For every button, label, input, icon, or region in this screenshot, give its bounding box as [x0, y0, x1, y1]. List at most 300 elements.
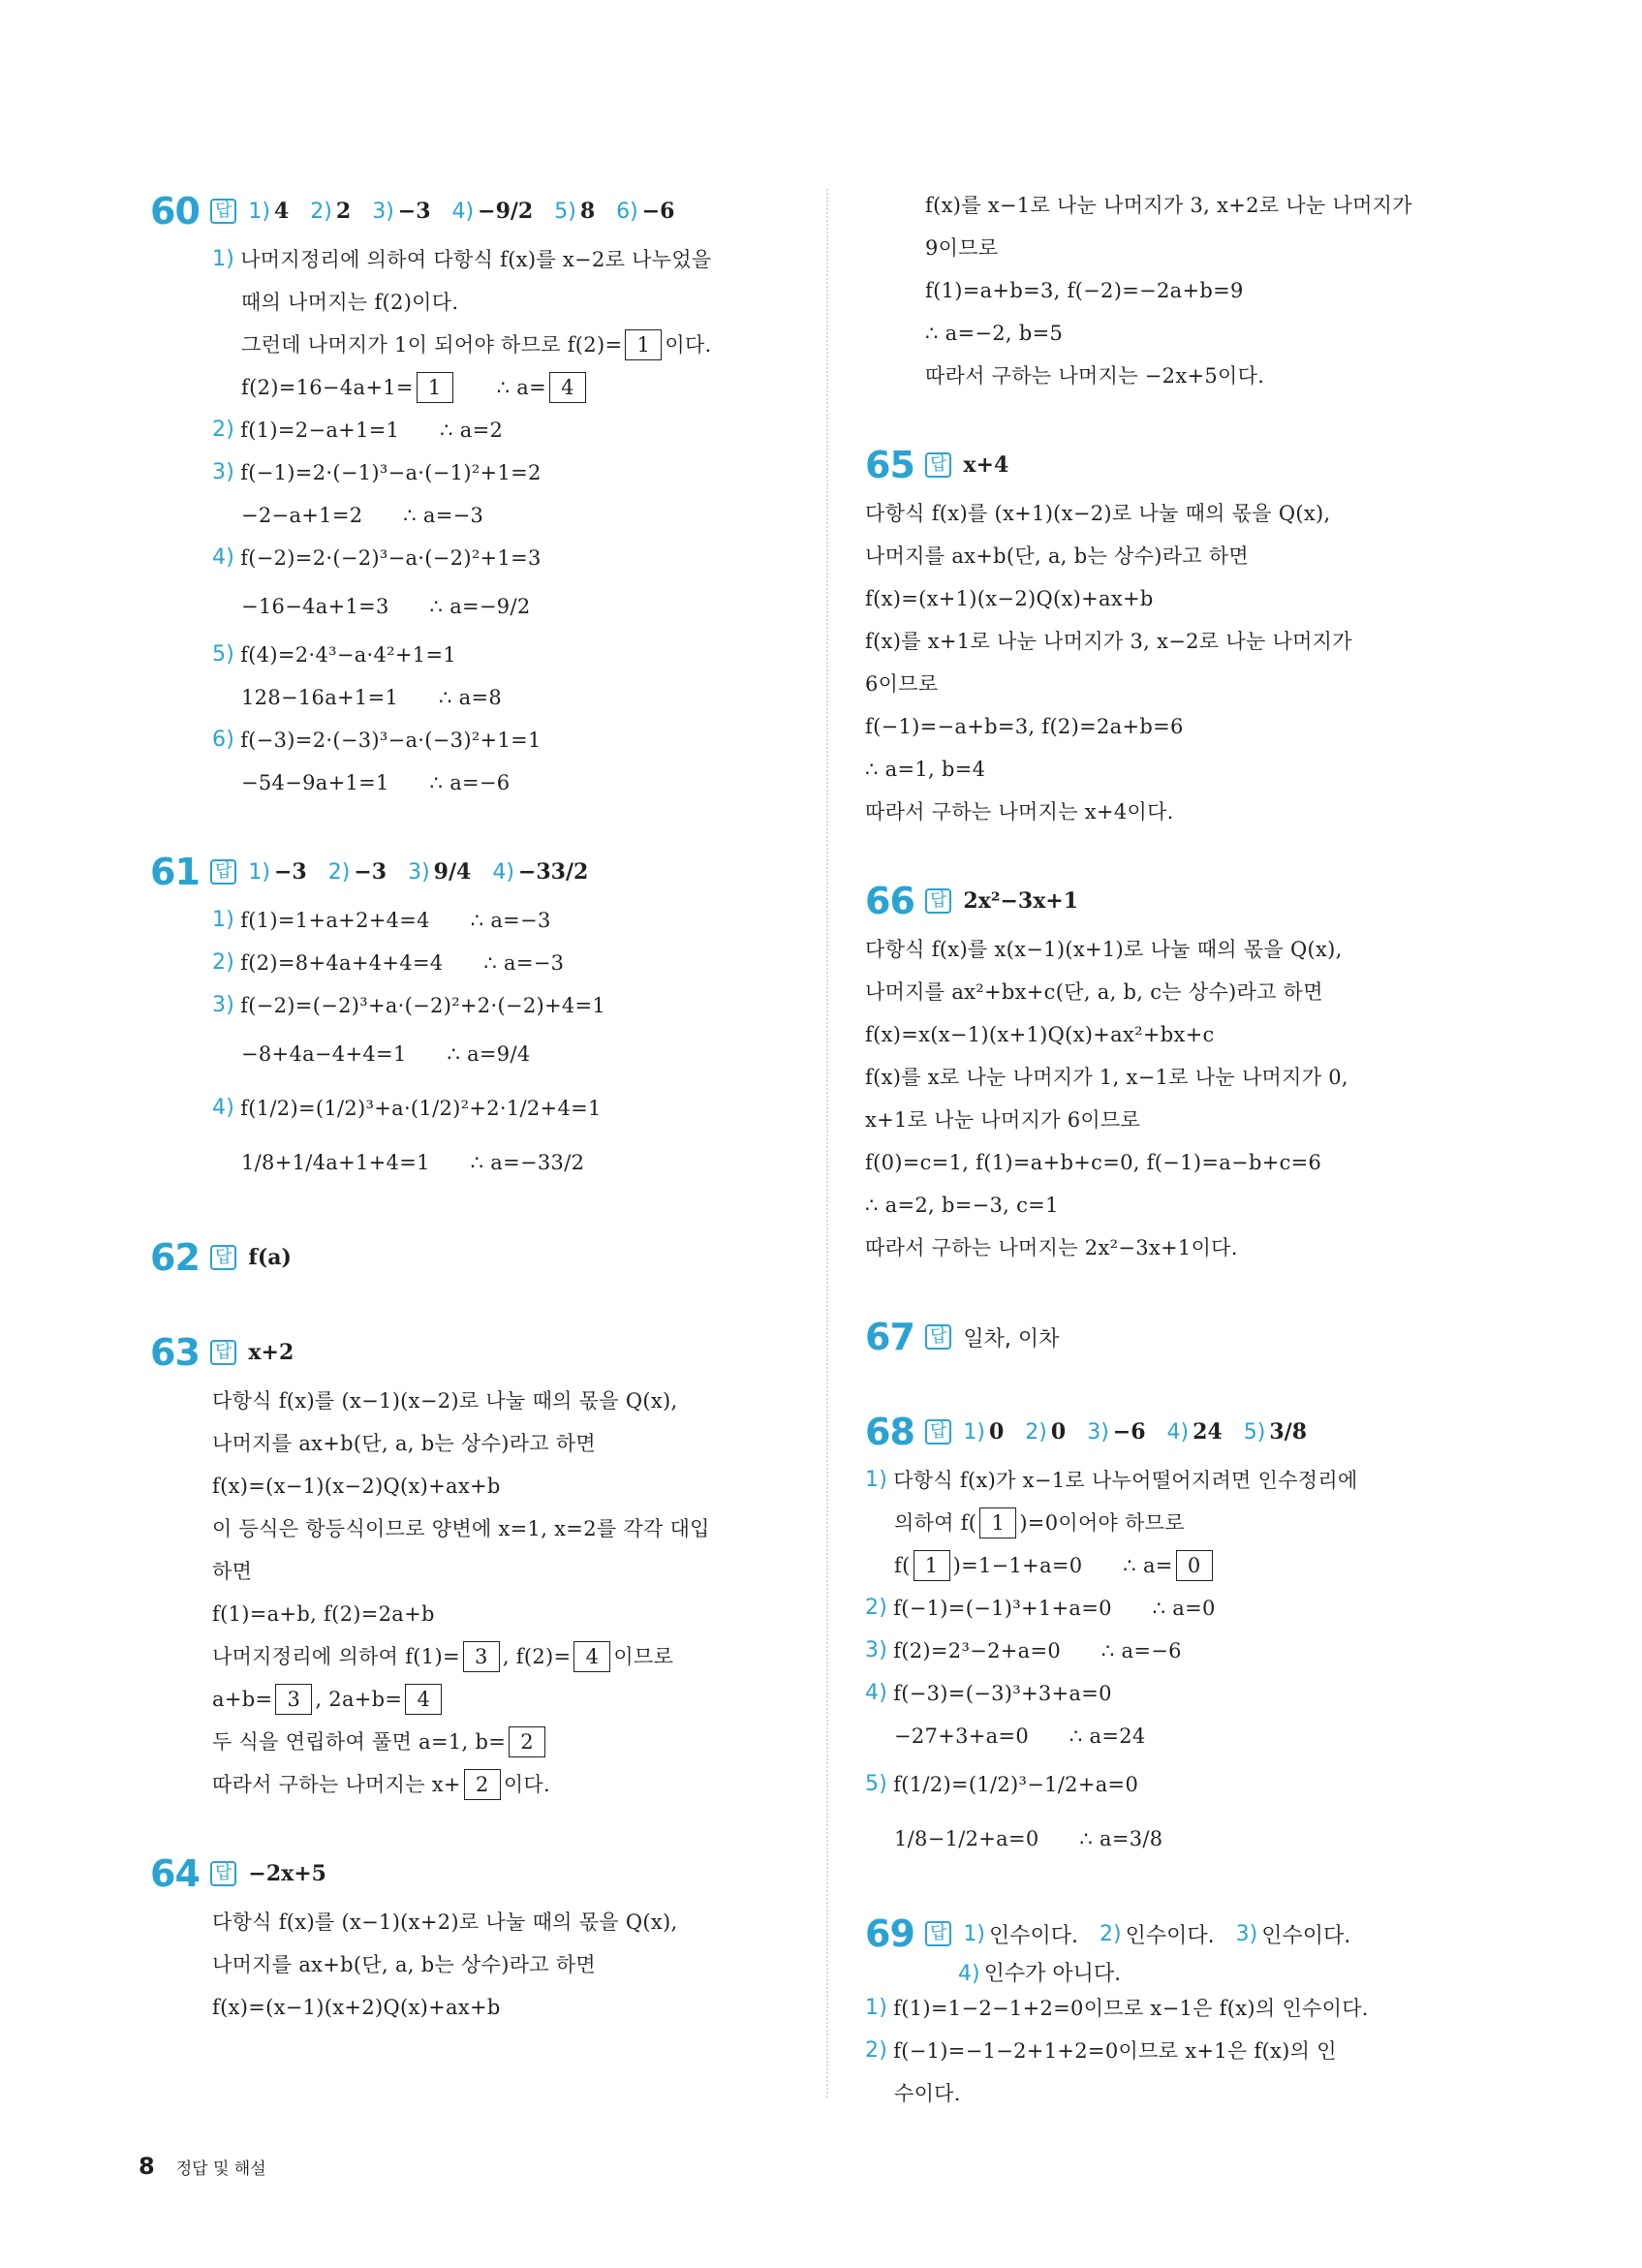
solution-body: [150, 238, 809, 804]
solution-line: [212, 1986, 809, 2029]
answer-badge: 답: [925, 888, 951, 914]
solution-line: [865, 1502, 1506, 1544]
sub-number: 3): [865, 1638, 888, 1662]
answer-value: −33/2: [517, 859, 589, 885]
problem-64: [150, 1847, 809, 2029]
problem-header: [865, 1907, 1506, 1961]
answer-value: x+2: [248, 1340, 294, 1365]
sub-number: 5): [865, 1772, 888, 1796]
problem-number: 63: [150, 1331, 200, 1374]
sub-number: 2): [212, 418, 235, 442]
solution-text: 이다.: [665, 333, 712, 357]
solution-line: [865, 2030, 1506, 2072]
problem-64-continued: [925, 184, 1506, 397]
answer-value: 인수가 아니다.: [983, 1962, 1122, 1986]
solution-line: [865, 1987, 1506, 2030]
blank-box: 1: [979, 1507, 1016, 1538]
solution-text: f(−1)=−1−2+1+2=0이므로 x+1은 f(x)의 인: [893, 2039, 1337, 2063]
solution-text: ∴ a=: [455, 376, 546, 399]
solution-text: f(1/2)=(1/2)³−1/2+a=0: [893, 1773, 1139, 1796]
solution-text: f(4)=2·4³−a·4²+1=1: [240, 643, 457, 667]
solution-text: )=1−1+a=0 ∴ a=: [952, 1554, 1173, 1577]
solution-line: [865, 620, 1506, 663]
sub-number: 4): [212, 545, 235, 570]
answer-item: [963, 888, 1078, 914]
solution-text: f(1)=a+b=3, f(−2)=−2a+b=9: [925, 279, 1244, 302]
answer-value: −3: [397, 199, 431, 224]
answer-item: [328, 859, 387, 885]
answer-text: 일차, 이차: [963, 1326, 1060, 1351]
answer-item: [310, 199, 351, 224]
answer-value: −3: [354, 859, 387, 885]
solution-text: f(1)=a+b, f(2)=2a+b: [212, 1602, 435, 1626]
answer-item: [1100, 1919, 1215, 1949]
answer-item: [616, 199, 674, 224]
solution-text: ∴ a=2, b=−3, c=1: [865, 1194, 1059, 1217]
solution-line: [865, 663, 1506, 705]
answer-label: 3): [1235, 1921, 1258, 1946]
sub-number: 3): [212, 460, 235, 484]
solution-line: [212, 1678, 809, 1721]
solution-line: [212, 1721, 809, 1763]
answer-label: 4): [451, 199, 475, 224]
problem-number: 69: [865, 1912, 914, 1955]
solution-text: 나머지정리에 의하여 다항식 f(x)를 x−2로 나누었을: [240, 248, 712, 271]
answer-list: [248, 1340, 315, 1365]
page-footer: [139, 2153, 266, 2180]
solution-text: f(1)=2−a+1=1 ∴ a=2: [240, 419, 504, 442]
solution-line: [925, 312, 1506, 355]
solution-line: [212, 238, 809, 281]
answer-item: [248, 1861, 326, 1886]
solution-text: 다항식 f(x)를 (x−1)(x−2)로 나눌 때의 몫을 Q(x),: [212, 1389, 678, 1413]
answer-list: [248, 859, 609, 885]
problem-68: [865, 1405, 1506, 1866]
solution-body: [150, 1380, 809, 1806]
solution-text: ∴ a=−2, b=5: [925, 322, 1064, 345]
problem-number: 68: [865, 1411, 914, 1453]
answer-list: [248, 199, 696, 224]
blank-box: 2: [509, 1726, 545, 1757]
solution-line: [865, 577, 1506, 620]
problem-header: [150, 184, 809, 238]
solution-text: 따라서 구하는 나머지는 x+4이다.: [865, 800, 1174, 823]
column-divider: [826, 189, 828, 2097]
answer-list: [963, 1419, 1328, 1445]
answer-item: [248, 1245, 292, 1270]
answer-badge: 답: [925, 1921, 951, 1946]
solution-line: [212, 1422, 809, 1465]
solution-text: 나머지를 ax²+bx+c(단, a, b, c는 상수)라고 하면: [865, 980, 1323, 1004]
solution-text: f(−3)=2·(−3)³−a·(−3)²+1=1: [240, 729, 542, 752]
sub-number: 6): [212, 728, 235, 752]
solution-line: [212, 1901, 809, 1943]
solution-text: f(1)=1+a+2+4=4 ∴ a=−3: [240, 909, 551, 932]
answer-item: [1087, 1419, 1145, 1445]
solution-line: [865, 1672, 1506, 1715]
answer-value: 2: [335, 199, 352, 224]
solution-text: 이다.: [503, 1773, 550, 1796]
solution-line: [865, 1227, 1506, 1269]
solution-text: −16−4a+1=3 ∴ a=−9/2: [241, 595, 531, 618]
solution-line: [865, 748, 1506, 791]
answer-list: [963, 888, 1100, 914]
solution-line: [925, 184, 1506, 227]
solution-line: [212, 409, 809, 451]
section-title: 정답 및 해설: [175, 2159, 266, 2179]
solution-text: f(2)=16−4a+1=: [241, 376, 414, 399]
solution-line: [212, 1135, 809, 1190]
solution-line: [212, 1380, 809, 1422]
solution-line: [212, 1763, 809, 1806]
solution-text: 수이다.: [894, 2082, 961, 2105]
problem-header: [865, 1310, 1506, 1364]
left-column: [150, 184, 809, 2069]
solution-line: [865, 1184, 1506, 1227]
answer-list: [963, 1919, 1372, 1949]
answer-badge: 답: [210, 859, 236, 885]
answer-label: 2): [1100, 1921, 1122, 1946]
solution-line: [865, 1141, 1506, 1184]
solution-text: 따라서 구하는 나머지는 2x²−3x+1이다.: [865, 1236, 1238, 1259]
solution-line: [865, 1099, 1506, 1141]
solution-text: 때의 나머지는 f(2)이다.: [241, 291, 459, 314]
blank-box: 4: [573, 1641, 610, 1672]
solution-line: [865, 705, 1506, 748]
solution-text: 나머지를 ax+b(단, a, b는 상수)라고 하면: [865, 544, 1250, 568]
solution-text: , f(2)=: [502, 1645, 572, 1668]
solution-line: [212, 537, 809, 579]
sub-number: 1): [865, 1996, 888, 2020]
answer-value: −9/2: [478, 199, 534, 224]
answer-value: −6: [641, 199, 675, 224]
answer-value: 0: [988, 1419, 1005, 1445]
solution-line: [925, 269, 1506, 312]
answer-value: 2x²−3x+1: [963, 888, 1079, 914]
solution-text: 1/8−1/2+a=0 ∴ a=3/8: [894, 1827, 1163, 1850]
solution-line: [865, 492, 1506, 535]
sub-number: 4): [865, 1681, 888, 1705]
problem-65: [865, 438, 1506, 833]
answer-badge: 답: [210, 1861, 236, 1886]
solution-text: ∴ a=1, b=4: [865, 758, 986, 781]
problem-66: [865, 874, 1506, 1269]
problem-number: 62: [150, 1236, 200, 1279]
solution-text: 그런데 나머지가 1이 되어야 하므로 f(2)=: [241, 333, 623, 357]
solution-line: [212, 451, 809, 494]
solution-text: f(x)=(x−1)(x+2)Q(x)+ax+b: [212, 1996, 501, 2019]
solution-text: f(−3)=(−3)³+3+a=0: [893, 1682, 1112, 1705]
answer-label: 2): [310, 199, 332, 224]
solution-text: 나머지정리에 의하여 f(1)=: [212, 1645, 460, 1668]
answer-list: [248, 1245, 313, 1270]
problem-60: [150, 184, 809, 804]
solution-line: [865, 1757, 1506, 1812]
solution-line: [212, 1635, 809, 1678]
problem-number: 65: [865, 444, 914, 486]
answer-item: [492, 859, 588, 885]
problem-number: 64: [150, 1852, 200, 1895]
problem-header: [150, 1847, 809, 1901]
solution-text: 나머지를 ax+b(단, a, b는 상수)라고 하면: [212, 1953, 597, 1976]
answer-value: −2x+5: [248, 1861, 326, 1886]
solution-text: 다항식 f(x)를 (x−1)(x+2)로 나눌 때의 몫을 Q(x),: [212, 1911, 678, 1934]
blank-box: 1: [625, 329, 662, 360]
problem-62: [150, 1230, 809, 1285]
problem-number: 67: [865, 1316, 914, 1358]
solution-text: f(x)를 x−1로 나눈 나머지가 3, x+2로 나눈 나머지가: [925, 194, 1412, 217]
answer-badge: 답: [210, 1245, 236, 1270]
solution-text: f(−1)=(−1)³+1+a=0 ∴ a=0: [893, 1597, 1216, 1620]
blank-box: 4: [549, 372, 586, 403]
answer-list: [963, 452, 1030, 478]
answer-label: 4): [958, 1962, 980, 1986]
answer-label: 2): [327, 859, 351, 885]
solution-text: f(0)=c=1, f(1)=a+b+c=0, f(−1)=a−b+c=6: [865, 1151, 1322, 1174]
problem-header: [150, 1230, 809, 1285]
solution-text: 의하여 f(: [894, 1511, 977, 1535]
solution-text: 두 식을 연립하여 풀면 a=1, b=: [212, 1730, 507, 1754]
answer-item: [1244, 1419, 1307, 1445]
page-number: 8: [139, 2153, 155, 2180]
solution-text: f(: [894, 1554, 911, 1577]
answer-label: 3): [408, 859, 430, 885]
solution-text: 따라서 구하는 나머지는 −2x+5이다.: [925, 364, 1265, 388]
solution-line: [212, 1943, 809, 1986]
solution-text: 다항식 f(x)를 x(x−1)(x+1)로 나눌 때의 몫을 Q(x),: [865, 938, 1343, 961]
solution-text: 이므로: [613, 1645, 674, 1668]
solution-line: [212, 1027, 809, 1081]
solution-line: [212, 579, 809, 634]
answer-badge: 답: [925, 1324, 951, 1350]
solution-text: f(2)=8+4a+4+4=4 ∴ a=−3: [240, 951, 565, 975]
problem-number: 60: [150, 190, 200, 233]
answer-item: [248, 1340, 294, 1365]
solution-line: [212, 761, 809, 804]
solution-body: [865, 1987, 1506, 2115]
sub-number: 2): [212, 950, 235, 975]
answer-value: 인수이다.: [1125, 1923, 1215, 1948]
solution-text: x+1로 나눈 나머지가 6이므로: [865, 1108, 1141, 1132]
answer-label: 5): [554, 199, 576, 224]
solution-line: [212, 1081, 809, 1135]
answer-label: 4): [1166, 1419, 1190, 1445]
answer-label: 6): [616, 199, 638, 224]
answer-badge: 답: [925, 1419, 951, 1445]
solution-text: 나머지를 ax+b(단, a, b는 상수)라고 하면: [212, 1432, 597, 1455]
blank-box: 4: [405, 1684, 442, 1715]
answer-item: [372, 199, 430, 224]
solution-line: [865, 1630, 1506, 1672]
solution-line: [212, 281, 809, 324]
solution-line: [925, 355, 1506, 397]
blank-box: 3: [275, 1684, 312, 1715]
sub-number: 1): [212, 908, 235, 932]
problem-header: [865, 438, 1506, 492]
answer-label: 3): [372, 199, 394, 224]
solution-line: [925, 227, 1506, 269]
sub-number: 3): [212, 993, 235, 1017]
solution-line: [865, 1056, 1506, 1099]
solution-text: 다항식 f(x)가 x−1로 나누어떨어지려면 인수정리에: [893, 1469, 1358, 1492]
solution-line: [865, 1812, 1506, 1866]
answer-item: [248, 859, 306, 885]
solution-text: 9이므로: [925, 236, 999, 260]
solution-text: f(1/2)=(1/2)³+a·(1/2)²+2·1/2+4=1: [240, 1097, 602, 1120]
solution-line: [865, 971, 1506, 1013]
answer-value: −3: [273, 859, 307, 885]
answer-item: [963, 1919, 1078, 1949]
answer-item: [408, 859, 471, 885]
solution-line: [865, 1715, 1506, 1757]
solution-text: −2−a+1=2 ∴ a=−3: [241, 504, 484, 527]
problem-number: 66: [865, 880, 914, 922]
problem-header: [150, 845, 809, 899]
answer-list: [248, 1861, 348, 1886]
solution-text: 1/8+1/4a+1+4=1 ∴ a=−33/2: [241, 1151, 585, 1174]
answer-label: 3): [1087, 1419, 1109, 1445]
blank-box: 1: [914, 1550, 950, 1581]
answer-badge: 답: [210, 1340, 236, 1365]
solution-line: [212, 1507, 809, 1550]
solution-line: [212, 366, 809, 409]
solution-text: f(x)=(x+1)(x−2)Q(x)+ax+b: [865, 587, 1154, 610]
solution-text: f(−1)=2·(−1)³−a·(−1)²+1=2: [240, 461, 542, 484]
solution-line: [865, 535, 1506, 577]
solution-text: 6이므로: [865, 672, 939, 696]
solution-line: [865, 928, 1506, 971]
answer-label: 1): [963, 1921, 985, 1946]
answer-value: f(a): [248, 1245, 292, 1270]
solution-text: f(1)=1−2−1+2=0이므로 x−1은 f(x)의 인수이다.: [893, 1997, 1369, 2020]
solution-text: f(−1)=−a+b=3, f(2)=2a+b=6: [865, 715, 1184, 738]
solution-body: [925, 184, 1506, 397]
solution-text: −8+4a−4+4=1 ∴ a=9/4: [241, 1042, 531, 1066]
solution-line: [865, 1587, 1506, 1630]
answer-value: 인수이다.: [988, 1923, 1078, 1948]
solution-text: f(2)=2³−2+a=0 ∴ a=−6: [893, 1639, 1182, 1662]
right-column: [865, 184, 1506, 2156]
solution-text: f(x)=x(x−1)(x+1)Q(x)+ax²+bx+c: [865, 1023, 1215, 1046]
answer-badge: 답: [210, 199, 236, 224]
solution-line: [212, 1550, 809, 1593]
solution-text: f(−2)=(−2)³+a·(−2)²+2·(−2)+4=1: [240, 994, 606, 1017]
answer-label: 5): [1243, 1419, 1266, 1445]
problem-63: [150, 1325, 809, 1806]
blank-box: 2: [464, 1769, 501, 1800]
answer-item: [248, 199, 289, 224]
answer-label: 2): [1025, 1419, 1047, 1445]
solution-text: a+b=: [212, 1688, 273, 1711]
solution-body: [150, 1901, 809, 2029]
answer-list-cont: [865, 1957, 1506, 1987]
answer-item: [1167, 1419, 1223, 1445]
solution-line: [865, 791, 1506, 833]
sub-number: 2): [865, 2038, 888, 2063]
solution-text: −54−9a+1=1 ∴ a=−6: [241, 771, 511, 794]
answer-label: 1): [963, 1419, 985, 1445]
answer-item: [452, 199, 534, 224]
solution-line: [212, 899, 809, 942]
sub-number: 4): [212, 1096, 235, 1120]
answer-value: 3/8: [1269, 1419, 1308, 1445]
solution-text: f(x)=(x−1)(x−2)Q(x)+ax+b: [212, 1475, 501, 1498]
solution-body: [865, 928, 1506, 1269]
sub-number: 1): [212, 247, 235, 271]
solution-text: f(x)를 x로 나눈 나머지가 1, x−1로 나눈 나머지가 0,: [865, 1066, 1348, 1089]
solution-text: 하면: [212, 1560, 253, 1583]
problem-69: [865, 1907, 1506, 2115]
solution-line: [212, 676, 809, 719]
answer-value: 24: [1193, 1419, 1223, 1445]
problem-header: [150, 1325, 809, 1380]
solution-line: [865, 2072, 1506, 2115]
solution-line: [865, 1459, 1506, 1502]
answer-item: [554, 199, 595, 224]
solution-line: [212, 984, 809, 1027]
answer-item: [963, 1419, 1004, 1445]
blank-box: 0: [1176, 1550, 1213, 1581]
problem-header: [865, 1405, 1506, 1459]
answer-item: [963, 452, 1008, 478]
solution-body: [150, 899, 809, 1190]
problem-number: 61: [150, 851, 200, 893]
solution-text: 다항식 f(x)를 (x+1)(x−2)로 나눌 때의 몫을 Q(x),: [865, 502, 1331, 525]
solution-line: [212, 494, 809, 537]
problem-67: [865, 1310, 1506, 1364]
solution-line: [212, 634, 809, 676]
answer-value: 9/4: [433, 859, 472, 885]
solution-text: 이 등식은 항등식이므로 양변에 x=1, x=2를 각각 대입: [212, 1517, 710, 1540]
answer-value: 0: [1050, 1419, 1067, 1445]
solution-line: [212, 1593, 809, 1635]
answer-label: 4): [492, 859, 514, 885]
sub-number: 2): [865, 1596, 888, 1620]
sub-number: 1): [865, 1468, 888, 1492]
answer-item: [1236, 1919, 1351, 1949]
solution-text: )=0이어야 하므로: [1019, 1511, 1185, 1535]
solution-line: [865, 1544, 1506, 1587]
answer-label: 1): [248, 199, 270, 224]
solution-body: [865, 1459, 1506, 1866]
solution-body: [865, 492, 1506, 833]
answer-list: [963, 1322, 1059, 1352]
answer-value: −6: [1112, 1419, 1146, 1445]
solution-text: f(x)를 x+1로 나눈 나머지가 3, x−2로 나눈 나머지가: [865, 630, 1352, 653]
solution-text: f(−2)=2·(−2)³−a·(−2)²+1=3: [240, 546, 542, 570]
answer-value: 4: [273, 199, 290, 224]
answer-label: 1): [248, 859, 270, 885]
solution-text: , 2a+b=: [315, 1688, 403, 1711]
solution-line: [212, 1465, 809, 1507]
answer-value: x+4: [963, 452, 1009, 478]
blank-box: 1: [417, 372, 453, 403]
solution-text: −27+3+a=0 ∴ a=24: [894, 1724, 1146, 1748]
problem-header: [865, 874, 1506, 928]
solution-line: [865, 1013, 1506, 1056]
solution-line: [212, 324, 809, 366]
sub-number: 5): [212, 642, 235, 667]
solution-line: [212, 942, 809, 984]
answer-value: 8: [579, 199, 596, 224]
solution-text: 128−16a+1=1 ∴ a=8: [241, 686, 502, 709]
answer-value: 인수이다.: [1261, 1923, 1351, 1948]
solution-line: [212, 719, 809, 761]
answer-badge: 답: [925, 452, 951, 478]
solution-text: 따라서 구하는 나머지는 x+: [212, 1773, 461, 1796]
blank-box: 3: [463, 1641, 500, 1672]
answer-item: [1025, 1419, 1066, 1445]
